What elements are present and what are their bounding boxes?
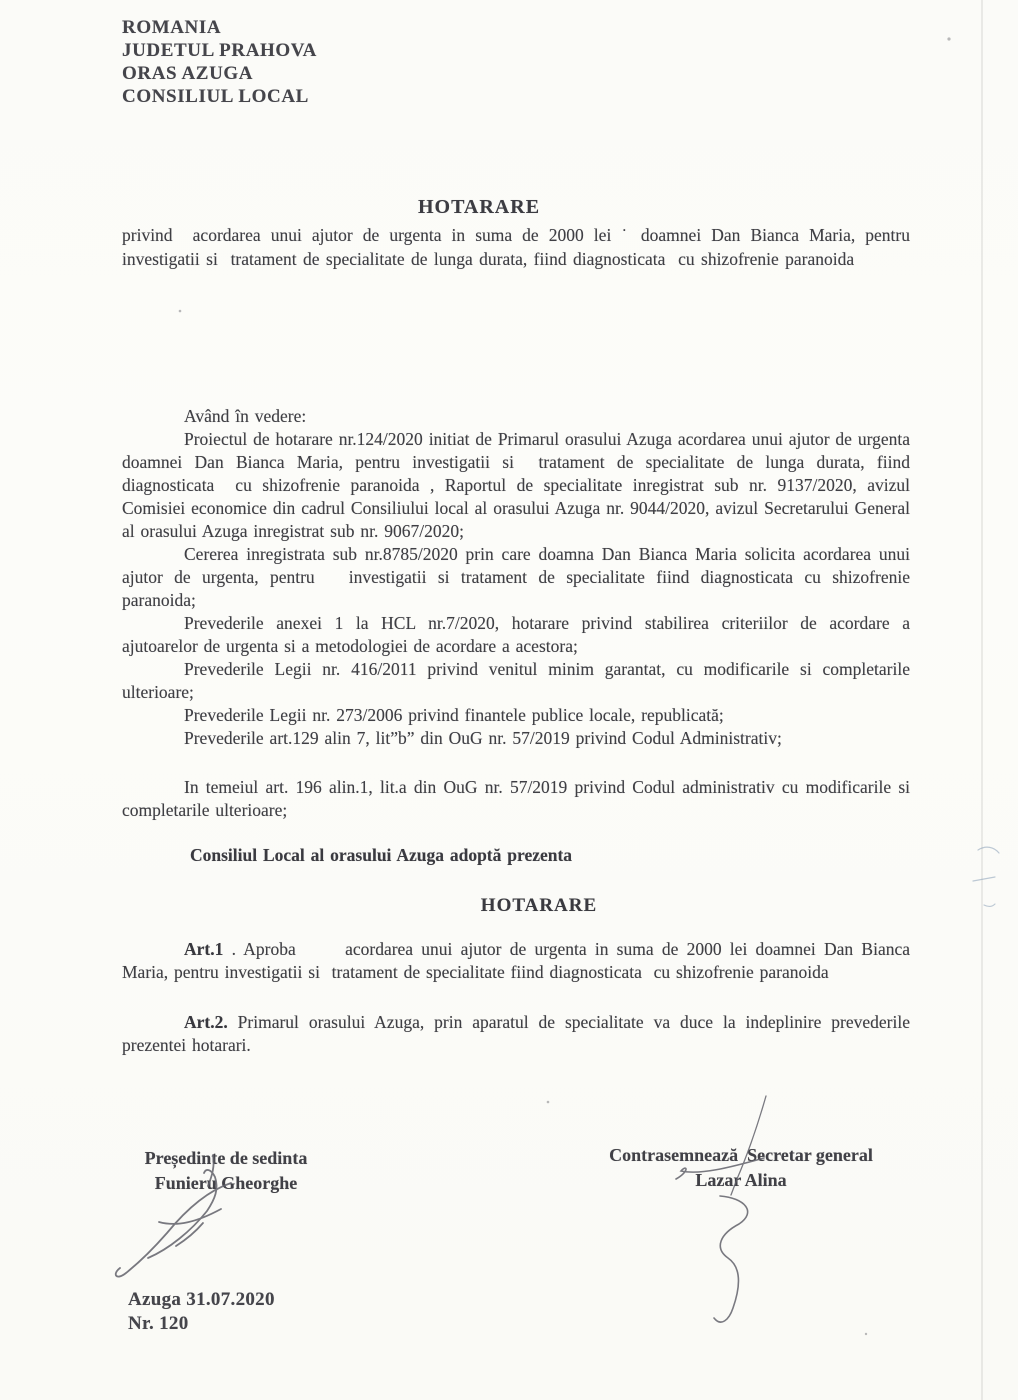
footer-place-date: Azuga 31.07.2020 — [128, 1289, 275, 1310]
article-1 — [122, 938, 916, 984]
article-2-label: Art.2. — [184, 1012, 228, 1032]
doc-subtitle: privind acordarea unui ajutor de urgenta in suma de 2000 lei ˙ doamnei Dan Bianca Maria, pentru investigatii si tratament de specialitate de lunga durata, fiind diagnosticata cu shizofrenie paranoida — [122, 225, 917, 269]
title-block — [122, 196, 917, 271]
issuer-country: ROMANIA — [122, 17, 222, 38]
decision-title: HOTARARE — [480, 895, 598, 916]
doc-footer — [128, 1288, 275, 1336]
legal-basis-paragraph: In temeiul art. 196 alin.1, lit.a din OuG nr. 57/2019 privind Codul administrativ cu modificarile si completarile ulterioare; — [122, 777, 916, 820]
preamble-paragraph-project: Proiectul de hotarare nr.124/2020 initiat de Primarul orasului Azuga acordarea unui ajutor de urgenta doamnei Dan Bianca Maria, pentru investigatii si tratament de specialitate de lunga durata, fiind diagnosticata cu shizofrenie paranoida , Raportul de specialitate inregistrat sub nr. 9137/2020, avizul Comisiei economice din cadrul Consiliului local al orasului Azuga nr. 9044/2020, avizul Secretarului General al orasului Azuga inregistrat sub nr. 9067/2020; — [122, 429, 916, 541]
preamble-paragraph-annex: Prevederile anexei 1 la HCL nr.7/2020, hotarare privind stabilirea criteriilor de acordare a ajutoarelor de urgenta si a metodologiei de acordare a acestora; — [122, 613, 916, 656]
president-role: Președinte de sedinta — [144, 1148, 308, 1168]
preamble-paragraph-law-416: Prevederile Legii nr. 416/2011 privind venitul minim garantat, cu modificarile si completarile ulterioare; — [122, 659, 916, 702]
secretary-name: Lazar Alina — [695, 1170, 787, 1190]
issuer-town: ORAS AZUGA — [122, 63, 254, 84]
issuer-county: JUDETUL PRAHOVA — [122, 40, 317, 61]
article-1-text: . Aproba acordarea unui ajutor de urgenta in suma de 2000 lei doamnei Dan Bianca Maria, pentru investigatii si tratament de specialitate fiind diagnosticata cu shizofrenie paranoida — [122, 939, 916, 982]
pen-marks-right-edge — [973, 847, 999, 906]
preamble-paragraph-request: Cererea inregistrata sub nr.8785/2020 prin care doamna Dan Bianca Maria solicita acordarea unui ajutor de urgenta, pentru investigatii si tratament de specialitate fiind diagnosticata cu shizofrenie paranoida; — [122, 544, 916, 610]
preamble-heading: Având în vedere: — [184, 406, 307, 426]
preamble-paragraph-art-129: Prevederile art.129 alin 7, lit”b” din OuG nr. 57/2019 privind Codul Administrativ; — [184, 728, 782, 748]
footer-number: Nr. 120 — [128, 1313, 189, 1334]
secretary-signature-ink — [676, 1096, 766, 1322]
issuer-header — [122, 16, 317, 108]
article-1-label: Art.1 — [184, 939, 224, 959]
doc-title: HOTARARE — [417, 196, 541, 218]
scan-artifact-vertical-line — [981, 0, 983, 1400]
secretary-role: Contrasemnează Secretar general — [609, 1145, 873, 1165]
signature-block-secretary — [594, 1143, 888, 1193]
signature-block-president — [131, 1146, 321, 1196]
issuer-council: CONSILIUL LOCAL — [122, 86, 309, 107]
president-name: Funieru Gheorghe — [154, 1173, 298, 1193]
doc-body — [122, 405, 916, 1057]
preamble-paragraph-law-273: Prevederile Legii nr. 273/2006 privind finantele publice locale, republicată; — [184, 705, 724, 725]
article-2-text: Primarul orasului Azuga, prin aparatul de specialitate va duce la indeplinire prevederile prezentei hotarari. — [122, 1012, 916, 1055]
adoption-line: Consiliul Local al orasului Azuga adoptă prezenta — [190, 845, 573, 865]
article-2 — [122, 1011, 916, 1057]
